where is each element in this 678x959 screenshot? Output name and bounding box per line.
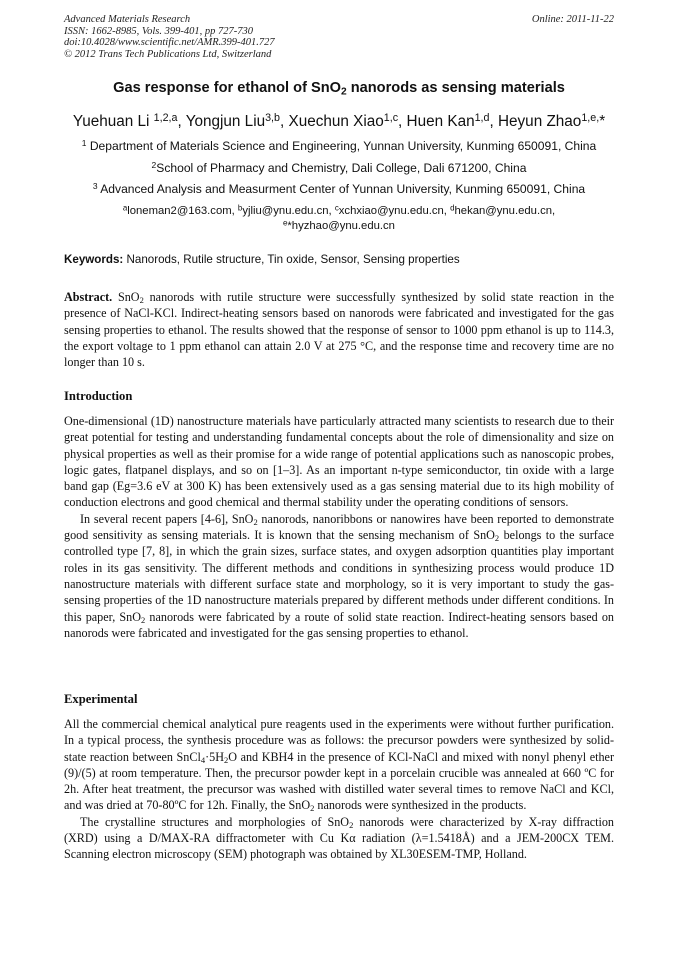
journal-info <box>64 14 394 60</box>
journal-doi: doi:10.4028/www.scientific.net/AMR.399-401.727 <box>64 37 275 48</box>
author: Xuechun Xiao$^{1,c}$, <box>288 112 407 130</box>
keywords-label: Keywords: <box>64 253 124 266</box>
affiliation-1: $^1$ Department of Materials Science and Engineering, Yunnan University, Kunming 650091, China <box>81 138 597 153</box>
affiliation-3: $^3$ Advanced Analysis and Measurment Center of Yunnan University, Kunming 650091, China <box>92 181 586 196</box>
abstract-label: Abstract. <box>64 290 113 304</box>
section-heading-introduction: Introduction <box>64 389 133 403</box>
experimental-paragraph-2: The crystalline structures and morphologies of SnO$_2$ nanorods were characterized by X-ray diffraction (XRD) using a D/MAX-RA diffractometer with Cu Kα radiation (λ=1.5418Å) and a JEM-200CX TEM. Scanning electron microscopy (SEM) photograph was obtained by XL30ESEM-TMP, Holland. <box>64 814 614 862</box>
introduction-body <box>64 413 614 641</box>
author: Huen Kan$^{1,d}$, <box>406 112 498 130</box>
author-list <box>30 113 648 131</box>
journal-issn: ISSN: 1662-8985, Vols. 399-401, pp 727-730 <box>64 25 253 37</box>
section-heading-experimental: Experimental <box>64 692 138 706</box>
experimental-paragraph-1: All the commercial chemical analytical pure reagents used in the experiments were without further purification. In a typical process, the synthesis procedure was as follows: the precursor powders were synthesized by solid-state reaction between $SnCl_4\cdot 5H_2O$ and KBH4 in the presence of KCl-NaCl and mixed with nonyl phenyl ether (9)/(5) at room temperature. Then, the precursor powder kept in a porcelain crucible was annealed at 660 ºC for 2h. After heat treatment, the precursor was washed with distilled water several times to remove NaCl and KCl, and was dried at 70-80ºC for 12h. Finally, the SnO$_2$ nanorods were synthesized in the products. <box>64 717 614 814</box>
abstract: Abstract. SnO$_2$ nanorods with rutile structure were successfully synthesized by solid state reaction in the presence of NaCl-KCl. Indirect-heating sensors based on nanorods were fabricated and investigated for the gas sensing properties to ethanol. The results showed that the response of sensor to 1000 ppm ethanol is up to 114.3, the export voltage to 1 ppm ethanol can attain 2.0 V at 275 °C, and the response time and recovery time are no longer than 10 s. <box>64 290 614 370</box>
affiliation-2: $^2$School of Pharmacy and Chemistry, Dali College, Dali 671200, China <box>151 160 527 175</box>
journal-name: Advanced Materials Research <box>64 14 191 25</box>
keywords <box>64 253 614 266</box>
author: Yongjun Liu$^{3,b}$, <box>185 112 289 130</box>
experimental-body <box>64 716 614 863</box>
introduction-paragraph-2: In several recent papers [4-6], SnO$_2$ nanorods, nanoribbons or nanowires have been reported to demonstrate good sensitivity as sensing materials. It is known that the sensing mechanism of SnO$_2$ belongs to the surface controlled type [7, 8], in which the grain sizes, surface states, and oxygen adsorption quantities play important roles in its gas sensitivity. The different methods and conditions in synthesizing process would produce 1D nanostructure materials with different surface state and morphology, so it is very important to study the gas-sensing properties of the 1D nanostructure materials prepared by different methods under different conditions. In this paper, SnO$_2$ nanorods were fabricated by a route of solid state reaction. Indirect-heating sensors based on nanorods were fabricated and investigated for the gas sensing properties to ethanol. <box>64 511 614 640</box>
author: Yuehuan Li $^{1,2,a}$, <box>72 112 186 130</box>
paper-title: Gas response for ethanol of SnO$_2$ nanorods as sensing materials <box>113 80 565 98</box>
email-line-1: $^a$loneman2@163.com, $^b$yjliu@ynu.edu.cn, $^c$xchxiao@ynu.edu.cn, $^d$hekan@ynu.edu.cn, <box>122 203 556 217</box>
author-emails <box>40 204 638 233</box>
email-line-2: $^e$*hyzhao@ynu.edu.cn <box>283 217 395 232</box>
online-date: Online: 2011-11-22 <box>531 14 614 25</box>
keywords-text: Nanorods, Rutile structure, Tin oxide, Sensor, Sensing properties <box>123 253 460 266</box>
introduction-paragraph-1: One-dimensional (1D) nanostructure materials have particularly attracted many scientists to research due to their great potential for testing and understanding fundamental concepts about the role of dimensionality and size on physical properties as well as their promise for a wide range of potential applications such as nanoscopic probes, logic gates, flatpanel displays, and so on [1–3]. As an important n-type semiconductor, tin oxide with a large band gap (Eg=3.6 eV at 300 K) has been extensively used as a gas sensing material due to its high mobility of conduction electrons and good chemical and thermal stability under the operating conditions of sensors. <box>64 414 614 510</box>
author: Heyun Zhao$^{1,e,}$* <box>497 112 606 130</box>
journal-copyright: © 2012 Trans Tech Publications Ltd, Switzerland <box>64 48 272 60</box>
